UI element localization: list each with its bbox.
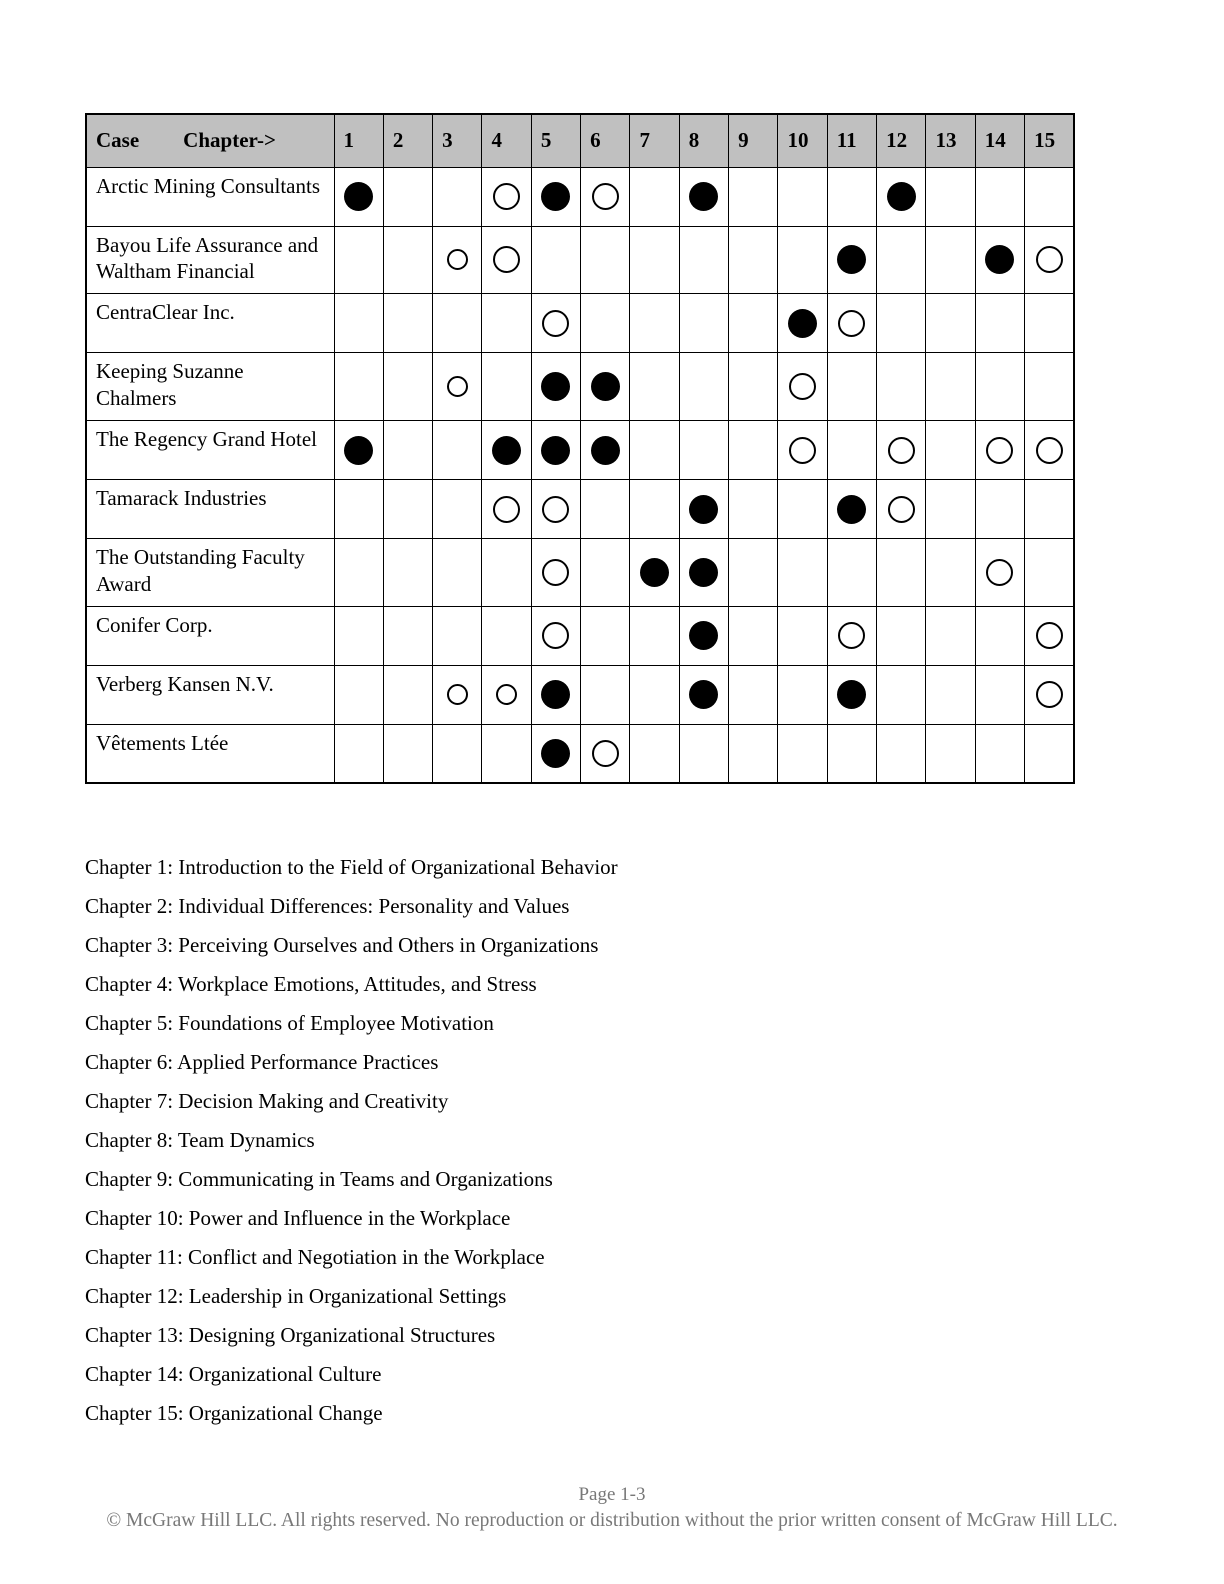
chapter-mark-cell bbox=[433, 421, 482, 480]
page-number: Page 1-3 bbox=[578, 1484, 646, 1505]
chapter-mark-cell bbox=[581, 665, 630, 724]
open-circle-icon bbox=[493, 496, 520, 523]
case-row bbox=[86, 294, 1074, 353]
chapter-mark-cell bbox=[729, 665, 778, 724]
chapter-mark-cell bbox=[531, 480, 580, 539]
chapter-mark-cell bbox=[679, 167, 728, 226]
chapter-mark-cell bbox=[334, 421, 383, 480]
chapter-mark-cell bbox=[531, 294, 580, 353]
case-row bbox=[86, 167, 1074, 226]
chapter-mark-cell bbox=[877, 539, 926, 607]
chapter-mark-cell bbox=[827, 539, 876, 607]
chapter-mark-cell bbox=[827, 353, 876, 421]
chapter-mark-cell bbox=[433, 539, 482, 607]
chapter-mark-cell bbox=[827, 724, 876, 783]
case-name: Arctic Mining Consultants bbox=[86, 167, 334, 226]
case-row bbox=[86, 480, 1074, 539]
chapter-mark-cell bbox=[383, 480, 432, 539]
chapter-mark-cell bbox=[581, 421, 630, 480]
filled-circle-icon bbox=[344, 182, 373, 211]
chapter-mark-cell bbox=[630, 665, 679, 724]
open-circle-icon bbox=[888, 437, 915, 464]
chapter-mark-cell bbox=[482, 724, 531, 783]
case-name: Bayou Life Assurance and Waltham Financial bbox=[86, 226, 334, 294]
chapter-mark-cell bbox=[334, 724, 383, 783]
chapter-mark-cell bbox=[975, 421, 1024, 480]
filled-circle-icon bbox=[541, 436, 570, 465]
filled-circle-icon bbox=[541, 372, 570, 401]
filled-circle-icon bbox=[344, 436, 373, 465]
chapter-mark-cell bbox=[334, 167, 383, 226]
chapter-mark-cell bbox=[531, 665, 580, 724]
chapter-mark-cell bbox=[729, 480, 778, 539]
chapter-mark-cell bbox=[531, 226, 580, 294]
case-name: Verberg Kansen N.V. bbox=[86, 665, 334, 724]
chapter-description: Chapter 14: Organizational Culture bbox=[85, 1362, 382, 1387]
chapter-mark-cell bbox=[581, 167, 630, 226]
filled-circle-icon bbox=[541, 182, 570, 211]
chapter-mark-cell bbox=[729, 294, 778, 353]
chapter-mark-cell bbox=[433, 226, 482, 294]
chapter-mark-cell bbox=[877, 665, 926, 724]
case-row bbox=[86, 539, 1074, 607]
chapter-mark-cell bbox=[729, 606, 778, 665]
case-name: Vêtements Ltée bbox=[86, 724, 334, 783]
chapter-mark-cell bbox=[482, 606, 531, 665]
chapter-mark-cell bbox=[679, 294, 728, 353]
chapter-legend-list bbox=[85, 848, 1139, 1433]
chapter-mark-cell bbox=[679, 539, 728, 607]
chapter-mark-cell bbox=[729, 421, 778, 480]
open-circle-icon bbox=[447, 249, 468, 270]
filled-circle-icon bbox=[837, 495, 866, 524]
chapter-mark-cell bbox=[778, 539, 827, 607]
chapter-mark-cell bbox=[778, 294, 827, 353]
chapter-mark-cell bbox=[334, 539, 383, 607]
chapter-mark-cell bbox=[926, 226, 975, 294]
chapter-mark-cell bbox=[581, 294, 630, 353]
chapter-mark-cell bbox=[827, 606, 876, 665]
case-name: The Outstanding Faculty Award bbox=[86, 539, 334, 607]
chapter-description: Chapter 2: Individual Differences: Personality and Values bbox=[85, 894, 570, 919]
chapter-arrow-label: Chapter-> bbox=[183, 128, 277, 153]
filled-circle-icon bbox=[689, 680, 718, 709]
chapter-mark-cell bbox=[729, 539, 778, 607]
chapter-mark-cell bbox=[383, 294, 432, 353]
chapter-mark-cell bbox=[827, 665, 876, 724]
chapter-mark-cell bbox=[1025, 226, 1074, 294]
case-row bbox=[86, 606, 1074, 665]
case-row bbox=[86, 421, 1074, 480]
open-circle-icon bbox=[789, 437, 816, 464]
chapter-mark-cell bbox=[877, 480, 926, 539]
chapter-mark-cell bbox=[679, 353, 728, 421]
chapter-mark-cell bbox=[482, 539, 531, 607]
open-circle-icon bbox=[493, 183, 520, 210]
chapter-mark-cell bbox=[778, 226, 827, 294]
chapter-column-header: 4 bbox=[482, 114, 531, 167]
chapter-mark-cell bbox=[778, 606, 827, 665]
filled-circle-icon bbox=[837, 680, 866, 709]
chapter-mark-cell bbox=[433, 665, 482, 724]
open-circle-icon bbox=[447, 684, 468, 705]
case-row bbox=[86, 226, 1074, 294]
filled-circle-icon bbox=[689, 558, 718, 587]
chapter-mark-cell bbox=[827, 167, 876, 226]
chapter-mark-cell bbox=[433, 724, 482, 783]
case-name: Keeping Suzanne Chalmers bbox=[86, 353, 334, 421]
chapter-mark-cell bbox=[877, 353, 926, 421]
chapter-mark-cell bbox=[827, 480, 876, 539]
chapter-mark-cell bbox=[531, 167, 580, 226]
open-circle-icon bbox=[1036, 437, 1063, 464]
chapter-column-header: 13 bbox=[926, 114, 975, 167]
chapter-description: Chapter 1: Introduction to the Field of Organizational Behavior bbox=[85, 855, 618, 880]
open-circle-icon bbox=[986, 559, 1013, 586]
chapter-description: Chapter 10: Power and Influence in the Workplace bbox=[85, 1206, 511, 1231]
chapter-mark-cell bbox=[630, 421, 679, 480]
chapter-mark-cell bbox=[926, 539, 975, 607]
filled-circle-icon bbox=[492, 436, 521, 465]
chapter-mark-cell bbox=[383, 606, 432, 665]
filled-circle-icon bbox=[541, 739, 570, 768]
filled-circle-icon bbox=[591, 372, 620, 401]
chapter-mark-cell bbox=[975, 606, 1024, 665]
chapter-mark-cell bbox=[334, 480, 383, 539]
chapter-mark-cell bbox=[482, 294, 531, 353]
chapter-mark-cell bbox=[975, 294, 1024, 353]
chapter-description: Chapter 15: Organizational Change bbox=[85, 1401, 383, 1426]
chapter-column-header: 5 bbox=[531, 114, 580, 167]
chapter-column-header: 8 bbox=[679, 114, 728, 167]
chapter-mark-cell bbox=[926, 665, 975, 724]
chapter-mark-cell bbox=[877, 724, 926, 783]
chapter-mark-cell bbox=[778, 724, 827, 783]
chapter-mark-cell bbox=[778, 421, 827, 480]
chapter-mark-cell bbox=[383, 353, 432, 421]
case-row bbox=[86, 353, 1074, 421]
chapter-mark-cell bbox=[531, 353, 580, 421]
chapter-mark-cell bbox=[1025, 480, 1074, 539]
open-circle-icon bbox=[1036, 681, 1063, 708]
chapter-mark-cell bbox=[877, 421, 926, 480]
chapter-column-header: 9 bbox=[729, 114, 778, 167]
chapter-mark-cell bbox=[975, 480, 1024, 539]
chapter-mark-cell bbox=[482, 480, 531, 539]
chapter-mark-cell bbox=[975, 539, 1024, 607]
chapter-mark-cell bbox=[926, 606, 975, 665]
chapter-description: Chapter 7: Decision Making and Creativity bbox=[85, 1089, 449, 1114]
filled-circle-icon bbox=[689, 495, 718, 524]
filled-circle-icon bbox=[689, 182, 718, 211]
chapter-mark-cell bbox=[334, 606, 383, 665]
chapter-mark-cell bbox=[926, 353, 975, 421]
chapter-mark-cell bbox=[926, 167, 975, 226]
chapter-description: Chapter 5: Foundations of Employee Motivation bbox=[85, 1011, 494, 1036]
chapter-mark-cell bbox=[383, 539, 432, 607]
chapter-mark-cell bbox=[433, 480, 482, 539]
chapter-mark-cell bbox=[482, 167, 531, 226]
chapter-column-header: 15 bbox=[1025, 114, 1074, 167]
chapter-mark-cell bbox=[630, 606, 679, 665]
chapter-mark-cell bbox=[630, 167, 679, 226]
open-circle-icon bbox=[789, 373, 816, 400]
chapter-column-header: 14 bbox=[975, 114, 1024, 167]
chapter-mark-cell bbox=[383, 724, 432, 783]
chapter-mark-cell bbox=[679, 606, 728, 665]
chapter-mark-cell bbox=[531, 539, 580, 607]
chapter-mark-cell bbox=[975, 226, 1024, 294]
chapter-mark-cell bbox=[679, 480, 728, 539]
open-circle-icon bbox=[1036, 246, 1063, 273]
case-name: CentraClear Inc. bbox=[86, 294, 334, 353]
chapter-mark-cell bbox=[433, 167, 482, 226]
chapter-mark-cell bbox=[679, 421, 728, 480]
chapter-mark-cell bbox=[1025, 665, 1074, 724]
chapter-mark-cell bbox=[433, 353, 482, 421]
copyright-notice: © McGraw Hill LLC. All rights reserved. No reproduction or distribution without the prior written consent of McGraw Hill LLC. bbox=[106, 1510, 1118, 1531]
chapter-description: Chapter 13: Designing Organizational Structures bbox=[85, 1323, 496, 1348]
case-chapter-table bbox=[85, 113, 1075, 784]
chapter-mark-cell bbox=[975, 353, 1024, 421]
chapter-mark-cell bbox=[877, 294, 926, 353]
chapter-mark-cell bbox=[630, 539, 679, 607]
chapter-mark-cell bbox=[482, 665, 531, 724]
chapter-mark-cell bbox=[383, 665, 432, 724]
chapter-mark-cell bbox=[581, 724, 630, 783]
chapter-mark-cell bbox=[630, 226, 679, 294]
filled-circle-icon bbox=[541, 680, 570, 709]
chapter-mark-cell bbox=[630, 480, 679, 539]
chapter-column-header: 7 bbox=[630, 114, 679, 167]
chapter-mark-cell bbox=[433, 294, 482, 353]
open-circle-icon bbox=[496, 684, 517, 705]
case-name: Conifer Corp. bbox=[86, 606, 334, 665]
chapter-mark-cell bbox=[1025, 167, 1074, 226]
open-circle-icon bbox=[592, 740, 619, 767]
open-circle-icon bbox=[542, 559, 569, 586]
open-circle-icon bbox=[592, 183, 619, 210]
chapter-mark-cell bbox=[679, 665, 728, 724]
chapter-mark-cell bbox=[729, 353, 778, 421]
chapter-mark-cell bbox=[531, 606, 580, 665]
chapter-column-header: 12 bbox=[877, 114, 926, 167]
open-circle-icon bbox=[838, 622, 865, 649]
chapter-description: Chapter 12: Leadership in Organizational Settings bbox=[85, 1284, 507, 1309]
chapter-mark-cell bbox=[1025, 353, 1074, 421]
chapter-mark-cell bbox=[975, 665, 1024, 724]
chapter-column-header: 1 bbox=[334, 114, 383, 167]
chapter-mark-cell bbox=[778, 167, 827, 226]
chapter-mark-cell bbox=[926, 724, 975, 783]
chapter-mark-cell bbox=[827, 226, 876, 294]
chapter-mark-cell bbox=[334, 353, 383, 421]
chapter-mark-cell bbox=[729, 167, 778, 226]
chapter-mark-cell bbox=[1025, 724, 1074, 783]
chapter-mark-cell bbox=[334, 294, 383, 353]
open-circle-icon bbox=[447, 376, 468, 397]
case-row bbox=[86, 724, 1074, 783]
filled-circle-icon bbox=[591, 436, 620, 465]
chapter-mark-cell bbox=[926, 480, 975, 539]
chapter-mark-cell bbox=[581, 480, 630, 539]
filled-circle-icon bbox=[887, 182, 916, 211]
chapter-column-header: 11 bbox=[827, 114, 876, 167]
chapter-mark-cell bbox=[334, 665, 383, 724]
chapter-mark-cell bbox=[482, 353, 531, 421]
chapter-mark-cell bbox=[679, 724, 728, 783]
open-circle-icon bbox=[838, 310, 865, 337]
chapter-mark-cell bbox=[482, 421, 531, 480]
chapter-column-header: 2 bbox=[383, 114, 432, 167]
chapter-mark-cell bbox=[383, 167, 432, 226]
case-name: The Regency Grand Hotel bbox=[86, 421, 334, 480]
chapter-mark-cell bbox=[531, 421, 580, 480]
chapter-mark-cell bbox=[827, 294, 876, 353]
chapter-mark-cell bbox=[334, 226, 383, 294]
table-corner-header bbox=[86, 114, 334, 167]
chapter-mark-cell bbox=[729, 226, 778, 294]
chapter-description: Chapter 8: Team Dynamics bbox=[85, 1128, 315, 1153]
chapter-mark-cell bbox=[877, 167, 926, 226]
chapter-description: Chapter 9: Communicating in Teams and Organizations bbox=[85, 1167, 553, 1192]
open-circle-icon bbox=[493, 246, 520, 273]
chapter-column-header: 10 bbox=[778, 114, 827, 167]
chapter-mark-cell bbox=[482, 226, 531, 294]
chapter-column-header: 6 bbox=[581, 114, 630, 167]
chapter-mark-cell bbox=[630, 353, 679, 421]
chapter-mark-cell bbox=[433, 606, 482, 665]
page-footer bbox=[0, 1484, 1224, 1532]
chapter-mark-cell bbox=[383, 226, 432, 294]
chapter-mark-cell bbox=[630, 724, 679, 783]
chapter-mark-cell bbox=[877, 226, 926, 294]
chapter-mark-cell bbox=[926, 421, 975, 480]
open-circle-icon bbox=[542, 310, 569, 337]
table-header-row bbox=[86, 114, 1074, 167]
case-name: Tamarack Industries bbox=[86, 480, 334, 539]
chapter-mark-cell bbox=[877, 606, 926, 665]
chapter-mark-cell bbox=[1025, 606, 1074, 665]
chapter-description: Chapter 11: Conflict and Negotiation in the Workplace bbox=[85, 1245, 545, 1270]
filled-circle-icon bbox=[788, 309, 817, 338]
chapter-mark-cell bbox=[729, 724, 778, 783]
chapter-mark-cell bbox=[1025, 421, 1074, 480]
chapter-mark-cell bbox=[975, 724, 1024, 783]
chapter-description: Chapter 3: Perceiving Ourselves and Others in Organizations bbox=[85, 933, 599, 958]
chapter-mark-cell bbox=[581, 226, 630, 294]
chapter-mark-cell bbox=[581, 539, 630, 607]
chapter-mark-cell bbox=[1025, 539, 1074, 607]
chapter-mark-cell bbox=[630, 294, 679, 353]
chapter-mark-cell bbox=[581, 606, 630, 665]
chapter-mark-cell bbox=[827, 421, 876, 480]
chapter-mark-cell bbox=[778, 353, 827, 421]
filled-circle-icon bbox=[640, 558, 669, 587]
chapter-column-header: 3 bbox=[433, 114, 482, 167]
chapter-mark-cell bbox=[975, 167, 1024, 226]
filled-circle-icon bbox=[985, 245, 1014, 274]
chapter-description: Chapter 6: Applied Performance Practices bbox=[85, 1050, 439, 1075]
chapter-mark-cell bbox=[383, 421, 432, 480]
open-circle-icon bbox=[888, 496, 915, 523]
case-label: Case bbox=[96, 128, 140, 153]
chapter-description: Chapter 4: Workplace Emotions, Attitudes, and Stress bbox=[85, 972, 537, 997]
open-circle-icon bbox=[986, 437, 1013, 464]
filled-circle-icon bbox=[689, 621, 718, 650]
chapter-mark-cell bbox=[581, 353, 630, 421]
chapter-mark-cell bbox=[926, 294, 975, 353]
open-circle-icon bbox=[542, 622, 569, 649]
chapter-mark-cell bbox=[679, 226, 728, 294]
open-circle-icon bbox=[1036, 622, 1063, 649]
chapter-mark-cell bbox=[531, 724, 580, 783]
corner-labels bbox=[96, 128, 334, 153]
chapter-mark-cell bbox=[1025, 294, 1074, 353]
chapter-mark-cell bbox=[778, 480, 827, 539]
case-row bbox=[86, 665, 1074, 724]
open-circle-icon bbox=[542, 496, 569, 523]
filled-circle-icon bbox=[837, 245, 866, 274]
chapter-mark-cell bbox=[778, 665, 827, 724]
